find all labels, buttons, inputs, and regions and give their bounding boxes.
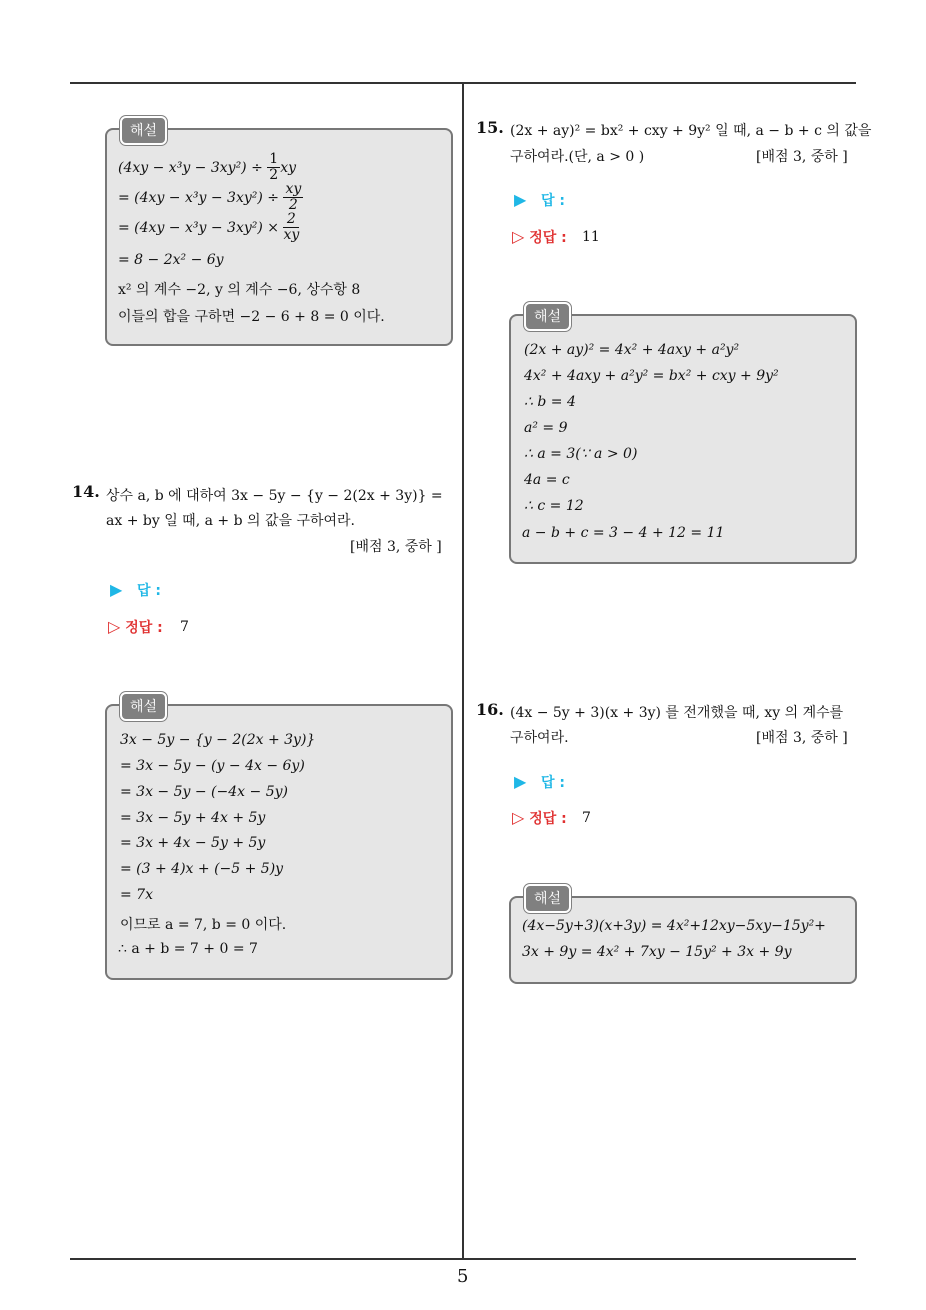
page-number: 5 — [457, 1266, 469, 1287]
q14-sol-line-1: 3x − 5y − {y − 2(2x + 3y)} — [120, 732, 316, 748]
q16-text-line-2: 구하여라. — [510, 730, 569, 746]
q14-text-line-1: 상수 a, b 에 대하여 3x − 5y − {y − 2(2x + 3y)} = — [106, 488, 443, 504]
q13-sol-line-6: 이들의 합을 구하면 −2 − 6 + 8 = 0 이다. — [118, 309, 385, 325]
q13-sol-line-2: = (4xy − x³y − 3xy²) ÷ $\frac{xy}{2}$ — [118, 181, 302, 214]
q14-sol-line-4: = 3x − 5y + 4x + 5y — [120, 810, 266, 826]
q15-answer-label: ▶ 답 : — [514, 190, 565, 209]
q13-sol-line-3: = (4xy − x³y − 3xy²) × $\frac{2}{xy}$ — [118, 211, 300, 244]
q14-correct-value: 7 — [180, 619, 189, 635]
q15-solution-tag: 해설 — [524, 302, 571, 331]
q13-sol-line-5: x² 의 계수 −2, y 의 계수 −6, 상수항 8 — [118, 282, 361, 298]
q16-meta: [배점 3, 중하 ] — [756, 730, 848, 746]
q15-sol-line-6: 4a = c — [524, 472, 570, 488]
q16-solution-tag: 해설 — [524, 884, 571, 913]
triangle-outline-icon: ▷ — [512, 227, 525, 246]
q14-sol-line-2: = 3x − 5y − (y − 4x − 6y) — [120, 758, 305, 774]
q15-text-line-1: (2x + ay)² = bx² + cxy + 9y² 일 때, a − b + c 의 값을 — [510, 123, 872, 139]
play-icon: ▶ — [514, 772, 527, 791]
q16-sol-line-1: (4x−5y+3)(x+3y) = 4x²+12xy−5xy−15y²+ — [522, 918, 826, 934]
q15-correct-value: 11 — [582, 229, 600, 245]
q14-sol-line-6: = (3 + 4)x + (−5 + 5)y — [120, 861, 284, 877]
play-icon: ▶ — [514, 190, 527, 209]
q16-sol-line-2: 3x + 9y = 4x² + 7xy − 15y² + 3x + 9y — [522, 944, 792, 960]
q14-sol-line-9: ∴ a + b = 7 + 0 = 7 — [118, 941, 258, 957]
q15-text-line-2: 구하여라.(단, a > 0 ) — [510, 149, 645, 165]
q14-meta: [배점 3, 중하 ] — [350, 539, 442, 555]
q14-correct-label: ▷ 정답 : — [108, 617, 163, 636]
q15-meta: [배점 3, 중하 ] — [756, 149, 848, 165]
q15-sol-line-4: a² = 9 — [524, 420, 568, 436]
q14-solution-tag: 해설 — [120, 692, 167, 721]
q15-sol-line-2: 4x² + 4axy + a²y² = bx² + cxy + 9y² — [524, 368, 779, 384]
q15-sol-line-1: (2x + ay)² = 4x² + 4axy + a²y² — [524, 342, 740, 358]
triangle-outline-icon: ▷ — [512, 808, 525, 827]
q15-number: 15. — [476, 118, 504, 137]
bottom-rule — [70, 1258, 856, 1260]
q14-sol-line-3: = 3x − 5y − (−4x − 5y) — [120, 784, 288, 800]
q14-text-line-2: ax + by 일 때, a + b 의 값을 구하여라. — [106, 513, 356, 529]
q15-sol-line-8: a − b + c = 3 − 4 + 12 = 11 — [522, 525, 725, 541]
q14-answer-label: ▶ 답 : — [110, 580, 161, 599]
q13-solution-tag: 해설 — [120, 116, 167, 145]
q16-correct-value: 7 — [582, 810, 591, 826]
q14-number: 14. — [72, 482, 100, 501]
triangle-outline-icon: ▷ — [108, 617, 121, 636]
play-icon: ▶ — [110, 580, 123, 599]
q13-sol-line-1: (4xy − x³y − 3xy²) ÷ $\frac{1}{2}$ xy — [118, 151, 297, 184]
q15-sol-line-5: ∴ a = 3(∵ a > 0) — [524, 446, 638, 462]
q14-sol-line-7: = 7x — [120, 887, 153, 903]
q16-number: 16. — [476, 700, 504, 719]
q15-sol-line-3: ∴ b = 4 — [524, 394, 576, 410]
q16-text-line-1: (4x − 5y + 3)(x + 3y) 를 전개했을 때, xy 의 계수를 — [510, 705, 844, 721]
q14-sol-line-5: = 3x + 4x − 5y + 5y — [120, 835, 266, 851]
q15-sol-line-7: ∴ c = 12 — [524, 498, 584, 514]
q16-answer-label: ▶ 답 : — [514, 772, 565, 791]
q15-correct-label: ▷ 정답 : — [512, 227, 567, 246]
q16-correct-label: ▷ 정답 : — [512, 808, 567, 827]
q14-sol-line-8: 이므로 a = 7, b = 0 이다. — [120, 917, 287, 933]
q13-sol-line-4: = 8 − 2x² − 6y — [118, 252, 224, 268]
column-divider — [462, 83, 464, 1260]
